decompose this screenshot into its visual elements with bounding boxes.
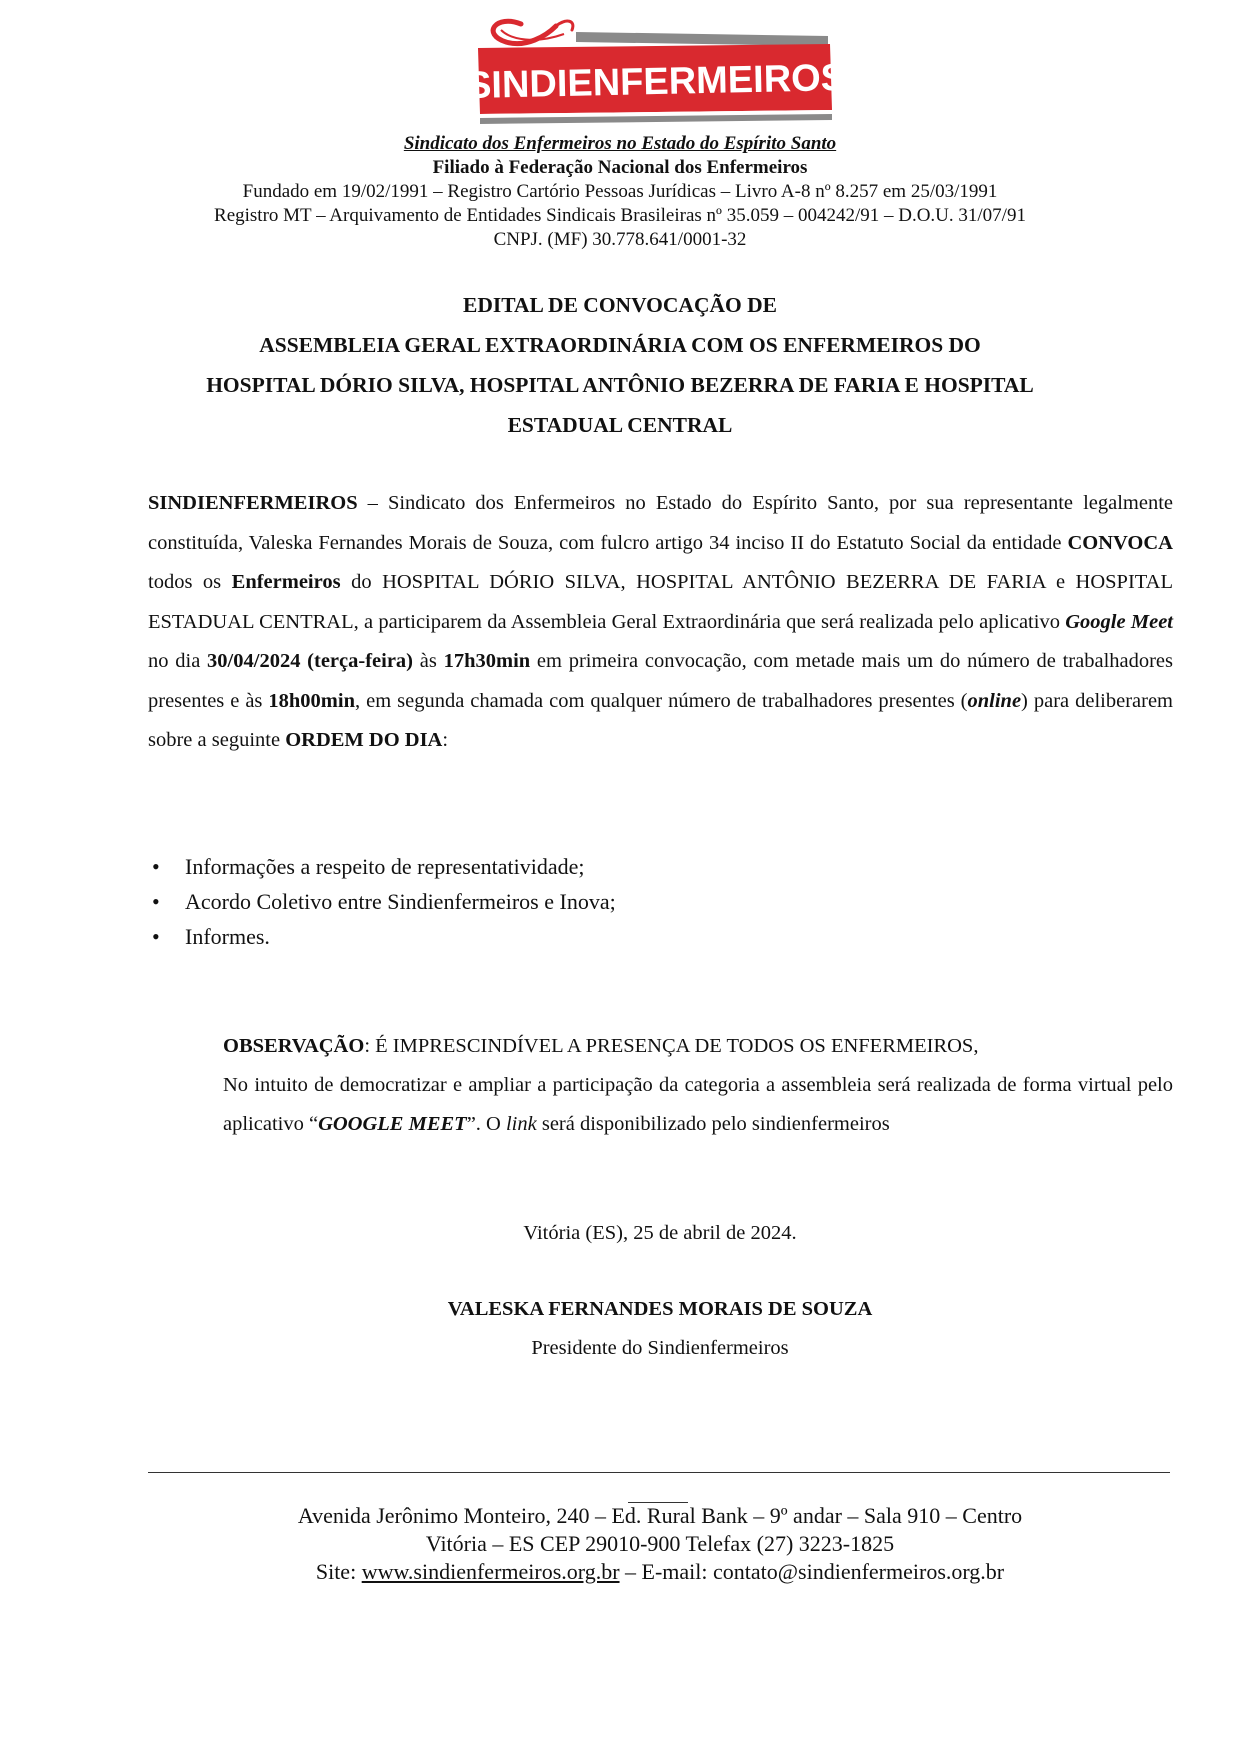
text-span: , em segunda chamada com qualquer número de trabalhadores presentes ( (354, 689, 968, 712)
enfermeiros-word: Enfermeiros (231, 571, 341, 593)
signer-name: VALESKA FERNANDES MORAIS DE SOUZA (447, 1298, 873, 1320)
list-item: • Acordo Coletivo entre Sindienfermeiros e Inova; (150, 884, 616, 919)
affiliation: Filiado à Federação Nacional dos Enfermeiros (432, 157, 808, 178)
email-label: – E-mail: (619, 1559, 714, 1584)
title-line: HOSPITAL DÓRIO SILVA, HOSPITAL ANTÔNIO BEZERRA DE FARIA E HOSPITAL (206, 373, 1034, 397)
meeting-date: 30/04/2024 (terça-feira) (207, 650, 414, 672)
text-span: : É IMPRESCINDÍVEL A PRESENÇA DE TODOS OS ENFERMEIROS, (364, 1035, 979, 1057)
site-label: Site: (315, 1559, 362, 1584)
observation-label: OBSERVAÇÃO (223, 1035, 365, 1057)
logo-graphic (476, 14, 838, 126)
observation-block (223, 1027, 1173, 1144)
mt-registry-line: Registro MT – Arquivamento de Entidades Sindicais Brasileiras nº 35.059 – 004242/91 – D.O.U. 31/07/91 (214, 205, 1026, 226)
observation-body (223, 1066, 1173, 1144)
agenda-list (150, 849, 616, 954)
first-call-time: 17h30min (443, 650, 531, 672)
second-call-time: 18h00min (268, 689, 355, 712)
text-span: do HOSPITAL DÓRIO SILVA, HOSPITAL ANTÔNIO BEZERRA DE FARIA e HOSPITAL ESTADUAL CENTRAL, a participarem da Assembleia Geral Extraordinária que será realizada pelo aplicativo (148, 571, 1173, 633)
text-span: em primeira convocação, com metade mais um do número de trabalhadores presentes e às (148, 650, 1174, 712)
title-line: ASSEMBLEIA GERAL EXTRAORDINÁRIA COM OS ENFERMEIROS DO (259, 333, 981, 357)
text-span: ”. O (466, 1113, 506, 1135)
text-span: será disponibilizado pelo sindienfermeiros (536, 1113, 890, 1135)
text-span: No intuito de democratizar e ampliar a participação da categoria a assembleia será realizada de forma virtual pelo aplicativo “ (223, 1074, 1173, 1135)
org-acronym: SINDIENFERMEIROS (148, 492, 358, 514)
text-span: às (413, 650, 444, 672)
org-name: Sindicato dos Enfermeiros no Estado do Espírito Santo (403, 133, 837, 154)
text-span: no dia (148, 650, 208, 672)
document-title (140, 285, 1100, 445)
google-meet-caps: GOOGLE MEET (318, 1113, 467, 1135)
google-meet-text: Google Meet (1065, 610, 1173, 633)
text-span: todos os (148, 571, 232, 593)
convoca-word: CONVOCA (1067, 531, 1173, 554)
city-date: Vitória (ES), 25 de abril de 2024. (523, 1222, 797, 1244)
site-link[interactable]: www.sindienfermeiros.org.br (361, 1559, 620, 1584)
convocation-paragraph (148, 484, 1173, 761)
agenda-heading: ORDEM DO DIA (285, 729, 443, 751)
online-word: online (967, 689, 1022, 712)
letterhead (120, 132, 1120, 252)
observation-first-line (223, 1027, 1173, 1066)
footer-address: Avenida Jerônimo Monteiro, 240 – Ed. Rural Bank – 9º andar – Sala 910 – Centro (297, 1503, 1023, 1528)
list-item: • Informes. (150, 919, 616, 954)
sindienfermeiros-logo (476, 14, 838, 126)
email-address[interactable]: contato@sindienfermeiros.org.br (713, 1559, 1005, 1584)
footer-contact (0, 1558, 1240, 1586)
link-word: link (505, 1113, 537, 1135)
logo-text: SINDIENFERMEIROS (476, 57, 838, 107)
text-span: – Sindicato dos Enfermeiros no Estado do Espírito Santo, por sua representante legalmente constituída, Valeska Fernandes Morais de Souza, com fulcro artigo 34 inciso II do Estatuto Social da entidade (148, 492, 1173, 554)
signer-role: Presidente do Sindienfermeiros (531, 1337, 789, 1359)
footer-divider (148, 1472, 1170, 1473)
cnpj-line: CNPJ. (MF) 30.778.641/0001-32 (493, 229, 747, 250)
text-span: : (442, 729, 449, 751)
title-line: EDITAL DE CONVOCAÇÃO DE (463, 293, 777, 317)
footer-city-phone: Vitória – ES CEP 29010-900 Telefax (27) 3223-1825 (425, 1531, 895, 1556)
text-span: ) para deliberarem sobre a seguinte (148, 689, 1173, 751)
title-line: ESTADUAL CENTRAL (507, 413, 733, 437)
footer (0, 1502, 1240, 1586)
founded-line: Fundado em 19/02/1991 – Registro Cartório Pessoas Jurídicas – Livro A-8 nº 8.257 em 25/03/1991 (242, 181, 998, 202)
list-item: • Informações a respeito de representatividade; (150, 849, 616, 884)
